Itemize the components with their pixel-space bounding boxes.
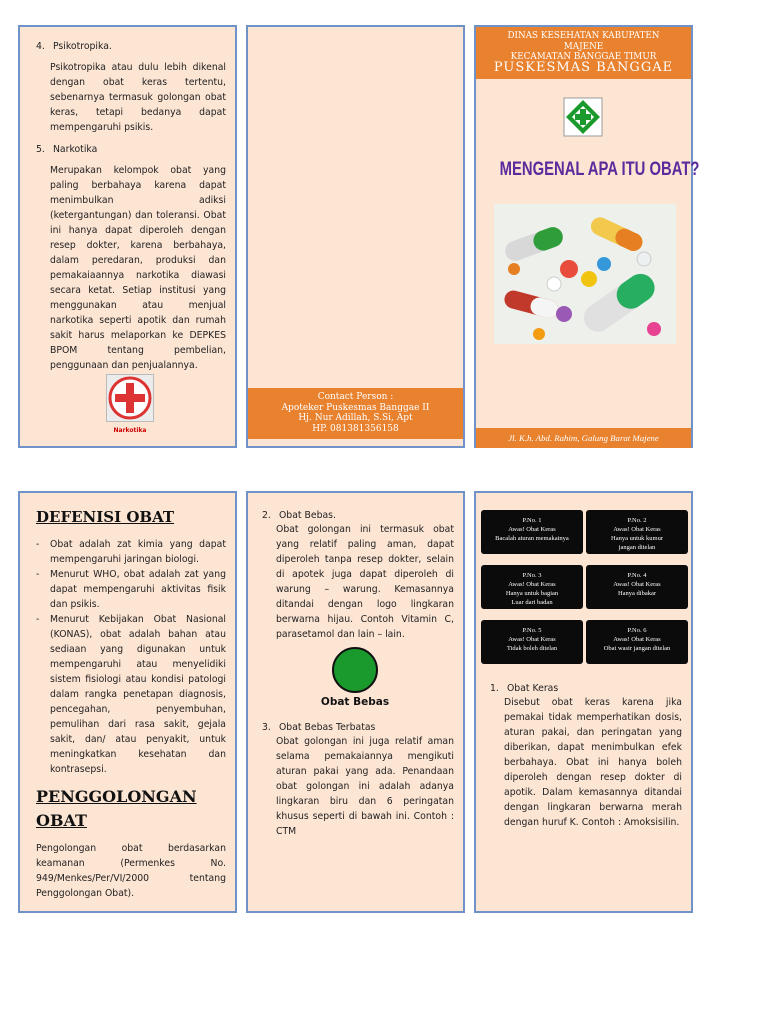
- warning-line: Awas! Obat Keras: [613, 581, 661, 588]
- obat-bebas-logo-label: Obat Bebas: [320, 696, 390, 708]
- item-number: 1.: [490, 683, 499, 694]
- item-number: 2.: [262, 510, 271, 521]
- red-cross-icon: [107, 375, 153, 421]
- warning-line: Bacalah aturan memakainya: [495, 535, 569, 542]
- item-number: 5.: [36, 144, 45, 155]
- warning-title: P.No. 6: [627, 627, 647, 634]
- cover-title: MENGENAL APA ITU OBAT?: [499, 159, 700, 180]
- cover-footer: Jl. K.h. Abd. Rahim, Galung Barat Majene: [476, 428, 691, 448]
- header-line: MAJENE: [563, 41, 604, 52]
- contact-title: Contact Person :: [317, 392, 394, 402]
- warning-line: Awas! Obat Keras: [613, 636, 661, 643]
- warning-line: Awas! Obat Keras: [508, 636, 556, 643]
- warning-title: P.No. 2: [627, 517, 647, 524]
- warning-line: Awas! Obat Keras: [613, 526, 661, 533]
- list-item: - Menurut Kebijakan Obat Nasional (KONAS), obat adalah bahan atau sediaan yang digunakan untuk mempengaruhi atau menyelidiki sistem fisiologi atau kondisi patologi dalam rangka penetapan diagnosis, pencegahan, penyembuhan, pemulihan dari rasa sakit, gejala sakit, dan/ atau penyakit, untuk meningkatkan kesehatan dan kontrasepsi.: [36, 612, 226, 777]
- puskesmas-logo-icon: [563, 97, 603, 137]
- warning-label-1: [481, 510, 583, 554]
- panel-definisi: [18, 491, 237, 913]
- item-title-obat-bebas-terbatas: Obat Bebas Terbatas: [278, 722, 376, 733]
- contact-phone: HP. 081381356158: [312, 423, 399, 434]
- heading-penggolongan-obat: [36, 785, 226, 833]
- item-title-psikotropika: Psikotropika.: [52, 41, 112, 52]
- panel-contact: [246, 25, 465, 448]
- warning-title: P.No. 4: [627, 572, 647, 579]
- warning-line: Hanya dibakar: [617, 590, 657, 597]
- obat-bebas-text: Obat golongan ini termasuk obat yang relatif paling aman, dapat diperoleh tanpa resep dokter, selain di apotek juga dapat diperoleh di warung – warung. Kemasannya ditandai dengan logo lingkaran berwarna hijau. Contoh Vitamin C, parasetamol dan lain – lain.: [276, 524, 454, 640]
- pills-icon: [494, 204, 676, 344]
- narkotika-logo: [106, 374, 154, 422]
- warning-line: Awas! Obat Keras: [508, 526, 556, 533]
- header-line: DINAS KESEHATAN KABUPATEN: [507, 31, 660, 41]
- heading-line: PENGGOLONGAN: [36, 787, 197, 806]
- narkotika-logo-label: Narkotika: [113, 427, 147, 434]
- warning-line: Luar dari badan: [511, 599, 553, 606]
- item-title-narkotika: Narkotika: [52, 144, 98, 155]
- warning-line: Hanya untuk kumur: [611, 535, 663, 542]
- panel-psikotropika-narkotika: [18, 25, 237, 448]
- warning-line: Tidak boleh ditelan: [506, 645, 558, 652]
- header-line: KECAMATAN BANGGAE TIMUR: [510, 52, 657, 62]
- contact-box: [248, 388, 463, 439]
- item-number: 3.: [262, 722, 271, 733]
- panel-obat-keras: [474, 491, 693, 913]
- medicine-pills-image: [494, 204, 676, 344]
- item-number: 4.: [36, 41, 45, 52]
- list-item: - Menurut WHO, obat adalah zat yang dapat mempengaruhi aktivitas fisik dan psikis.: [36, 567, 226, 612]
- warning-line: Awas! Obat Keras: [508, 581, 556, 588]
- item-title-obat-keras: Obat Keras: [506, 683, 559, 694]
- heading-line: OBAT: [36, 811, 87, 830]
- definition-list: [36, 537, 226, 777]
- item-title-obat-bebas: Obat Bebas.: [278, 510, 336, 521]
- panel-cover: [474, 25, 700, 448]
- panel-obat-bebas: [246, 491, 465, 913]
- warning-line: Hanya untuk bagian: [505, 590, 559, 597]
- contact-name: Hj. Nur Adillah, S.Si, Apt: [298, 413, 413, 423]
- cover-header: [476, 27, 691, 79]
- puskesmas-logo: [563, 97, 603, 137]
- obat-keras-text: Disebut obat keras karena jika pemakai tidak memperhatikan dosis, aturan pakai, dan peringatan yang diberikan, dapat menimbulkan efek berbahaya. Obat ini hanya boleh diperoleh dengan resep dokter di apotik. Dalam kemasannya ditandai dengan lingkaran berwarna merah dengan huruf K. Contoh : Amoksisilin.: [504, 697, 682, 828]
- warning-label-3: [481, 565, 583, 609]
- warning-title: P.No. 1: [522, 517, 542, 524]
- warning-label-4: [586, 565, 688, 609]
- warning-title: P.No. 3: [522, 572, 542, 579]
- warning-label-6: [586, 620, 688, 664]
- warning-line: jangan ditelan: [618, 544, 656, 551]
- list-item: - Obat adalah zat kimia yang dapat mempengaruhi jaringan biologi.: [36, 537, 226, 567]
- penggolongan-text: Pengolongan obat berdasarkan keamanan (Permenkes No. 949/Menkes/Per/VI/2000 tentang Penggolongan Obat).: [36, 843, 226, 899]
- contact-line: Apoteker Puskesmas Banggae II: [281, 402, 430, 413]
- heading-defenisi-obat: DEFENISI OBAT: [36, 508, 175, 526]
- warning-title: P.No. 5: [522, 627, 542, 634]
- warning-label-2: [586, 510, 688, 554]
- obat-bebas-logo: [332, 647, 378, 693]
- header-line: PUSKESMAS BANGGAE: [493, 59, 674, 75]
- warning-label-5: [481, 620, 583, 664]
- psikotropika-text: Psikotropika atau dulu lebih dikenal dengan obat keras tertentu, sebenarnya termasuk golongan obat keras, tetapi bedanya dapat mempengaruhi psikis.: [50, 62, 226, 133]
- narkotika-text: Merupakan kelompok obat yang paling berbahaya karena dapat menimbulkan adiksi (ketergantungan) dan toleransi. Obat ini hanya dapat diperoleh dengan resep dokter, karena berbahaya, dalam peredaran, produksi dan pemakaiaannya narkotika diawasi secara ketat. Setiap institusi yang menggunakan atau menjual narkotika seperti apotik dan rumah sakit harus melaporkan ke DEPKES BPOM tentang pembelian, penggunaan dan penjualannya.: [50, 165, 226, 371]
- obat-bebas-terbatas-text: Obat golongan ini juga relatif aman selama pemakaiannya mengikuti aturan pakai yang ada. Penandaan obat golongan ini adalah adanya lingkaran biru dan 6 peringatan khusus seperti di bawah ini. Contoh : CTM: [276, 736, 454, 837]
- warning-line: Obat wasir jangan ditelan: [603, 645, 671, 652]
